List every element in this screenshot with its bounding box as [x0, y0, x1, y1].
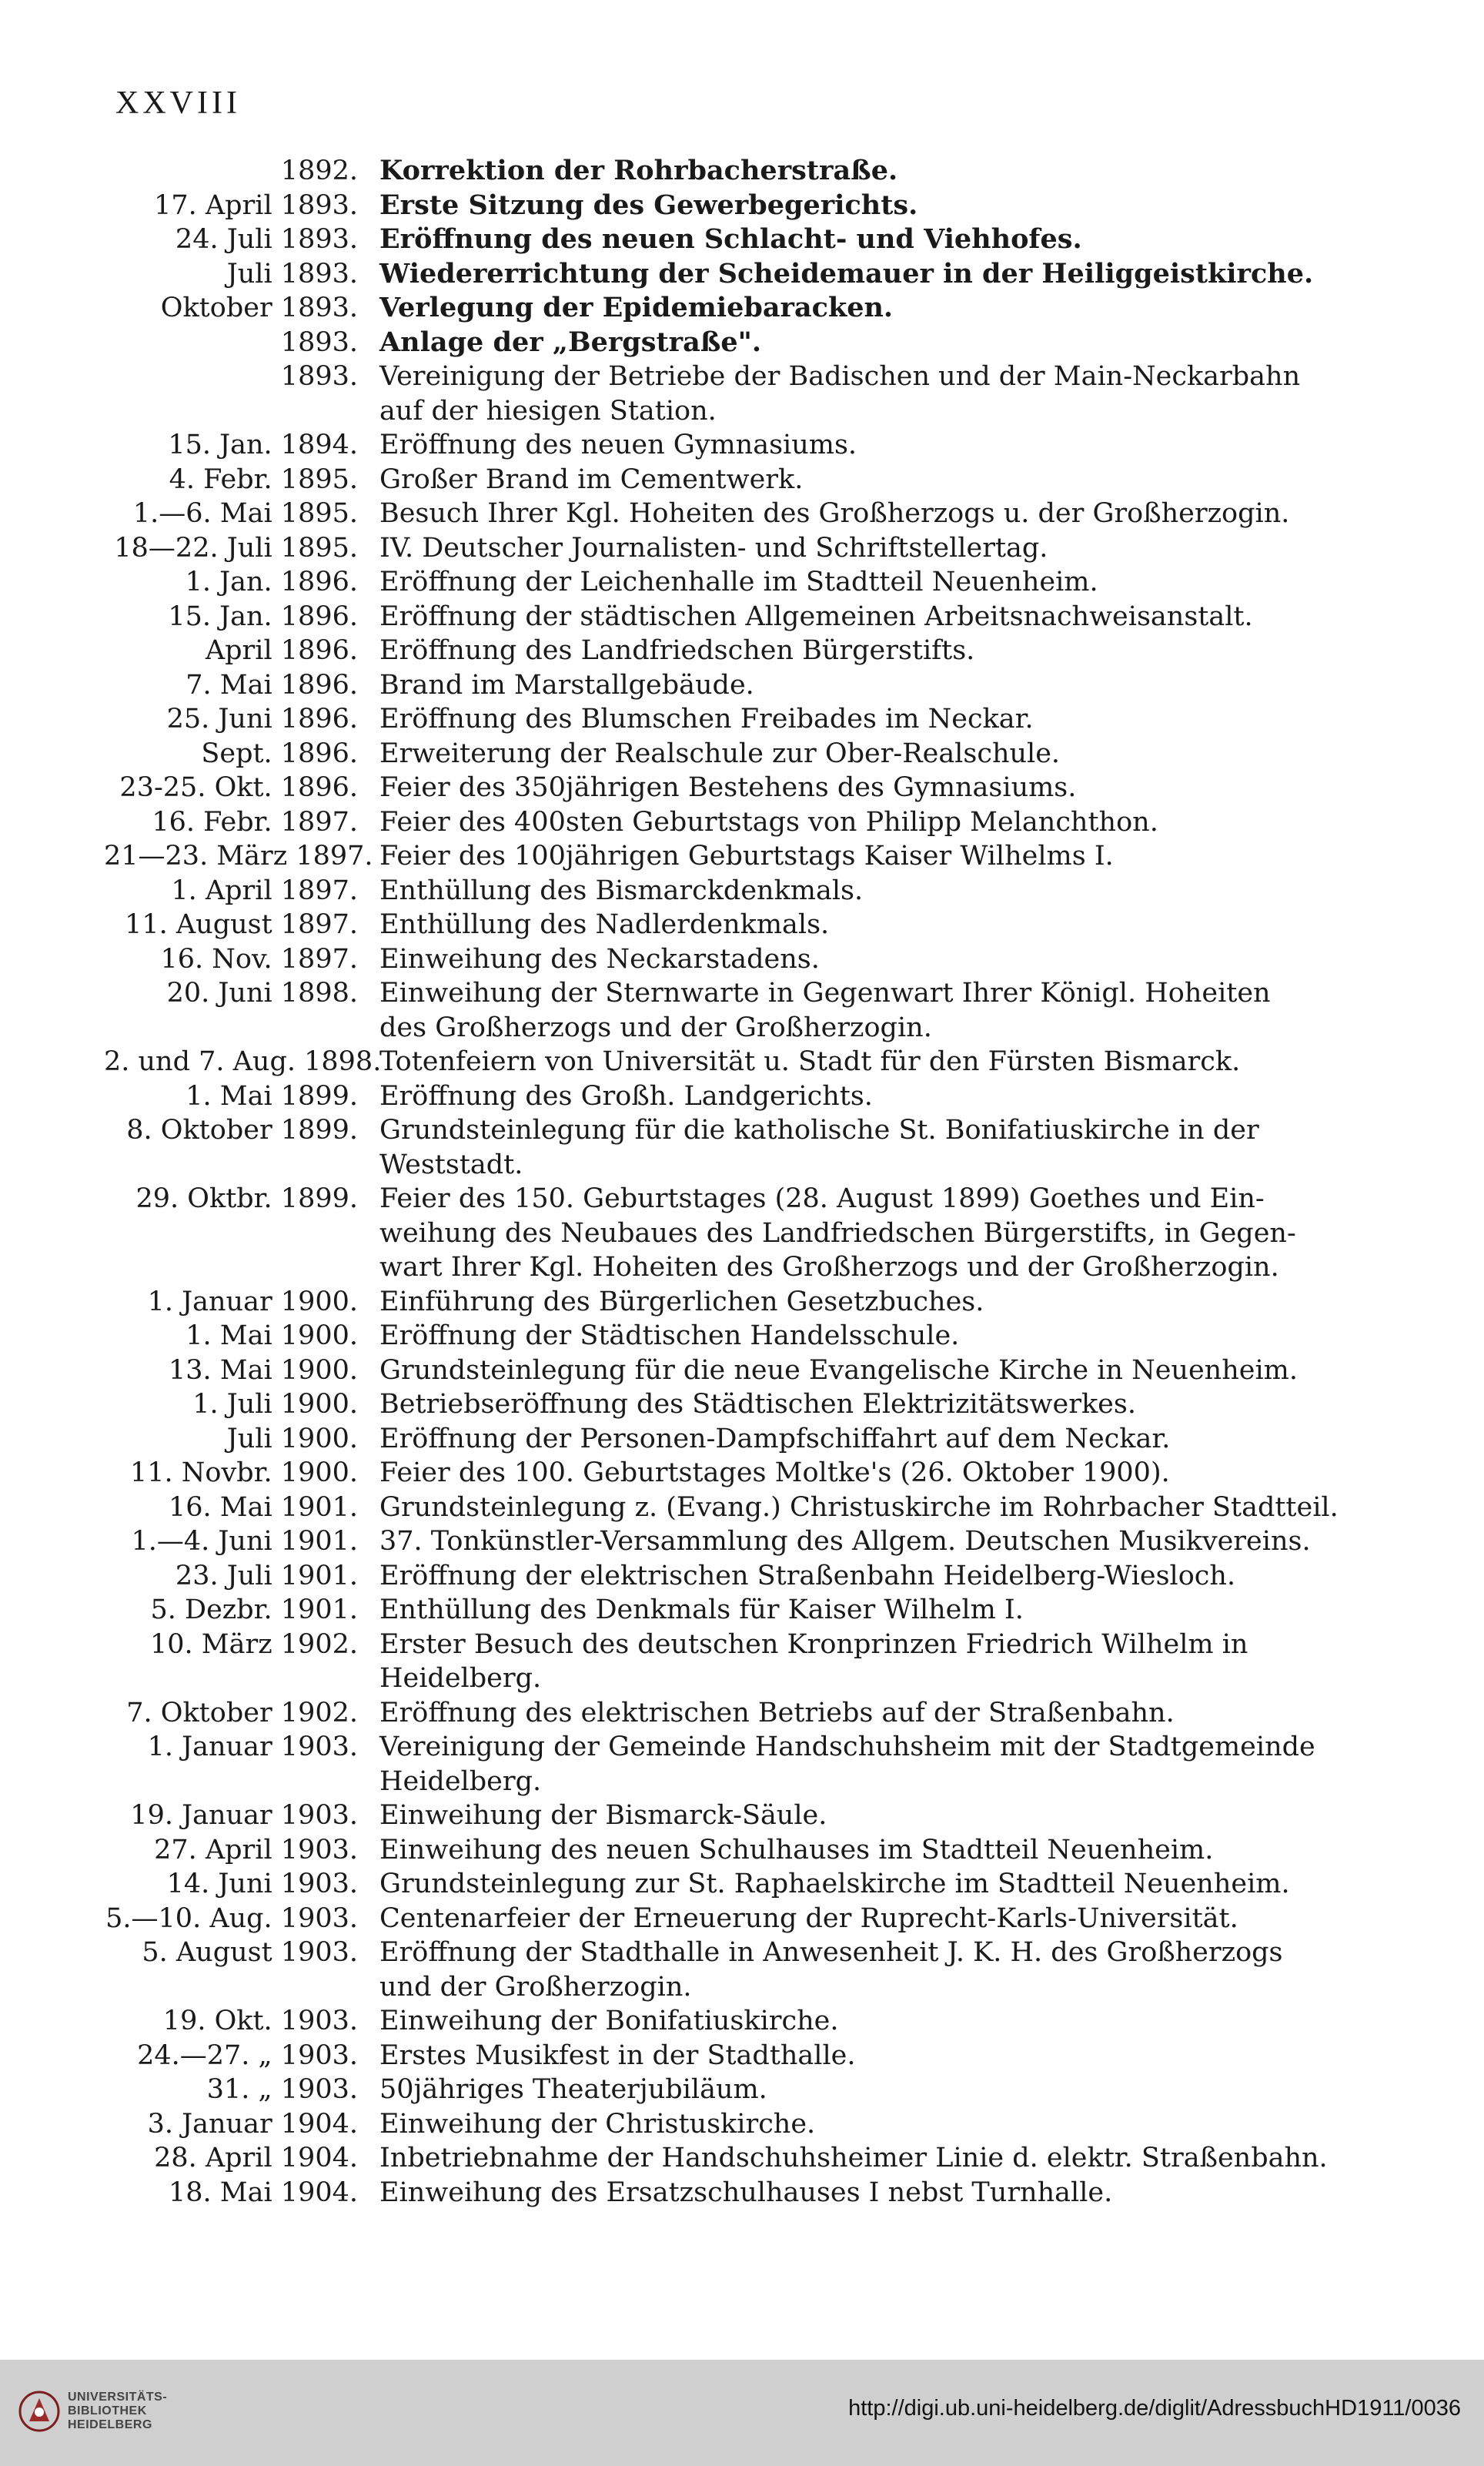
entry-date: April 1896. — [205, 635, 358, 666]
chronicle-entry — [104, 908, 1351, 942]
library-name — [68, 2391, 167, 2432]
entry-date: 21—23. März 1897. — [104, 841, 373, 872]
entry-text-line: Eröffnung der städtischen Allgemeinen Arbeitsnachweisanstalt. — [379, 601, 1253, 632]
entry-text — [379, 1798, 1351, 1833]
chronicle-entry — [104, 1113, 1351, 1182]
entry-date: 18. Mai 1904. — [168, 2177, 358, 2208]
entry-text — [379, 360, 1351, 428]
chronicle-entry — [104, 189, 1351, 223]
chronicle-entry — [104, 668, 1351, 703]
chronicle-entry — [104, 1353, 1351, 1388]
entry-text — [379, 428, 1351, 463]
entry-date: 1. April 1897. — [171, 875, 358, 906]
chronicle-entry — [104, 1593, 1351, 1628]
chronicle-entry — [104, 702, 1351, 737]
chronicle-entry — [104, 257, 1351, 292]
chronicle-entry — [104, 839, 1351, 874]
entry-text-line: Enthüllung des Denkmals für Kaiser Wilhelm I. — [379, 1594, 1024, 1625]
chronicle-entry — [104, 1491, 1351, 1525]
entry-text-line: Grundsteinlegung für die neue Evangelische Kirche in Neuenheim. — [379, 1354, 1298, 1386]
entry-date: 25. Juni 1896. — [166, 704, 358, 734]
entry-text-line: Grundsteinlegung zur St. Raphaelskirche im Stadtteil Neuenheim. — [379, 1869, 1290, 1899]
entry-text-line: Einführung des Bürgerlichen Gesetzbuches. — [379, 1286, 984, 1317]
entry-text-line: 37. Tonkünstler-Versammlung des Allgem. Deutschen Musikvereins. — [379, 1526, 1311, 1557]
entry-text — [379, 2107, 1351, 2142]
entry-text-line: Heidelberg. — [379, 1663, 542, 1694]
chronicle-entry — [104, 2004, 1351, 2039]
entry-text-line: Wiedererrichtung der Scheidemauer in der Heiliggeistkirche. — [379, 257, 1314, 289]
chronicle-entry — [104, 2107, 1351, 2142]
entry-text — [379, 2176, 1351, 2210]
entry-text-line: Weststadt. — [379, 1149, 523, 1180]
entry-text — [379, 1730, 1351, 1798]
entry-date: 1. Januar 1903. — [147, 1732, 358, 1762]
entry-text-line: Anlage der „Bergstraße". — [379, 326, 762, 358]
entry-text-line: Feier des 350jährigen Bestehens des Gymnasiums. — [379, 772, 1077, 803]
entry-date: 7. Oktober 1902. — [126, 1697, 358, 1728]
chronicle-entry — [104, 2176, 1351, 2210]
library-name-line: UNIVERSITÄTS- — [68, 2391, 168, 2404]
chronicle-entry — [104, 1524, 1351, 1559]
entry-text — [379, 737, 1351, 771]
entry-text-line: Enthüllung des Bismarckdenkmals. — [379, 875, 864, 906]
chronicle-entry — [104, 428, 1351, 463]
entry-date: 5. August 1903. — [142, 1937, 358, 1968]
entry-date: 1.—4. Juni 1901. — [131, 1526, 358, 1557]
entry-text — [379, 2141, 1351, 2176]
entry-text — [379, 771, 1351, 805]
chronicle-entry — [104, 1696, 1351, 1731]
entry-text-line: auf der hiesigen Station. — [379, 395, 717, 427]
chronicle-entry — [104, 154, 1351, 189]
entry-text — [379, 805, 1351, 840]
entry-date: 31. „ 1903. — [206, 2074, 358, 2105]
entry-text — [379, 1285, 1351, 1320]
entry-text — [379, 668, 1351, 703]
entry-date: Juli 1900. — [226, 1423, 358, 1454]
chronicle-entry — [104, 1902, 1351, 1936]
chronicle-entry — [104, 360, 1351, 428]
chronicle-entry — [104, 1833, 1351, 1868]
chronicle-entry — [104, 2073, 1351, 2107]
entry-text-line: Eröffnung der Leichenhalle im Stadtteil Neuenheim. — [379, 567, 1098, 597]
chronicle-entry — [104, 1559, 1351, 1594]
entry-date: 28. April 1904. — [154, 2143, 358, 2173]
entry-date: 1893. — [280, 326, 358, 358]
entry-text — [379, 1936, 1351, 2004]
entry-text — [379, 634, 1351, 668]
entry-date: 19. Okt. 1903. — [162, 2006, 358, 2036]
chronicle-entry — [104, 1182, 1351, 1285]
chronicle-entry — [104, 531, 1351, 566]
entry-text — [379, 1079, 1351, 1114]
entry-date: 1. Mai 1899. — [186, 1080, 358, 1112]
chronicle-entry — [104, 1867, 1351, 1902]
entry-text-line: Erste Sitzung des Gewerbegerichts. — [379, 189, 918, 221]
library-name-line: BIBLIOTHEK — [68, 2404, 147, 2417]
chronicle-entry — [104, 565, 1351, 600]
entry-date: 5. Dezbr. 1901. — [150, 1594, 358, 1625]
entry-text-line: Totenfeiern von Universität u. Stadt für den Fürsten Bismarck. — [379, 1046, 1241, 1077]
entry-text-line: weihung des Neubaues des Landfriedschen Bürgerstifts, in Gegen- — [379, 1217, 1296, 1249]
chronicle-entry — [104, 1936, 1351, 2004]
entry-text — [379, 1353, 1351, 1388]
entry-text-line: Einweihung der Sternwarte in Gegenwart Ihrer Königl. Hoheiten — [379, 978, 1271, 1009]
entry-date: Juli 1893. — [226, 258, 358, 289]
entry-text — [379, 839, 1351, 874]
entry-date: 20. Juni 1898. — [166, 978, 358, 1009]
chronicle-entry — [104, 737, 1351, 771]
entry-text-line: Eröffnung des Landfriedschen Bürgerstifts. — [379, 635, 975, 666]
entry-date: Oktober 1893. — [160, 293, 358, 323]
chronicle-list — [104, 154, 1351, 2210]
entry-text — [379, 1182, 1351, 1285]
entry-text-line: Eröffnung der elektrischen Straßenbahn Heidelberg-Wiesloch. — [379, 1560, 1236, 1591]
entry-text-line: 50jähriges Theaterjubiläum. — [379, 2074, 767, 2105]
entry-text — [379, 189, 1351, 223]
entry-text-line: IV. Deutscher Journalisten- und Schriftstellertag. — [379, 532, 1048, 564]
chronicle-entry — [104, 326, 1351, 360]
entry-date: 15. Jan. 1894. — [168, 430, 358, 460]
chronicle-entry — [104, 1079, 1351, 1114]
chronicle-entry — [104, 1798, 1351, 1833]
entry-date: 29. Oktbr. 1899. — [135, 1183, 358, 1214]
footer-bar — [0, 2360, 1484, 2466]
entry-text — [379, 702, 1351, 737]
entry-text-line: Einweihung der Bismarck-Säule. — [379, 1800, 827, 1831]
entry-text — [379, 1387, 1351, 1422]
chronicle-entry — [104, 942, 1351, 977]
entry-text-line: Besuch Ihrer Kgl. Hoheiten des Großherzogs u. der Großherzogin. — [379, 498, 1290, 529]
entry-text — [379, 1422, 1351, 1457]
entry-text-line: Eröffnung der Stadthalle in Anwesenheit J. K. H. des Großherzogs — [379, 1937, 1283, 1968]
entry-text — [379, 1867, 1351, 1902]
entry-text — [379, 497, 1351, 531]
chronicle-entry — [104, 2039, 1351, 2073]
entry-text-line: Heidelberg. — [379, 1765, 542, 1797]
entry-text-line: des Großherzogs und der Großherzogin. — [379, 1012, 932, 1043]
entry-date: 1. Jan. 1896. — [185, 567, 358, 597]
entry-text — [379, 1833, 1351, 1868]
entry-text — [379, 531, 1351, 566]
entry-text — [379, 1524, 1351, 1559]
chronicle-entry — [104, 1285, 1351, 1320]
chronicle-entry — [104, 976, 1351, 1045]
entry-text — [379, 326, 1351, 360]
entry-date: 3. Januar 1904. — [147, 2108, 358, 2140]
entry-date: 27. April 1903. — [154, 1834, 358, 1865]
entry-text-line: Feier des 150. Geburtstages (28. August 1899) Goethes und Ein- — [379, 1183, 1265, 1214]
entry-text — [379, 874, 1351, 908]
entry-date: 23. Juli 1901. — [175, 1560, 358, 1591]
entry-text-line: Vereinigung der Betriebe der Badischen und der Main-Neckarbahn — [379, 361, 1301, 392]
entry-text — [379, 1628, 1351, 1696]
chronicle-entry — [104, 1628, 1351, 1696]
entry-text-line: Einweihung der Bonifatiuskirche. — [379, 2006, 839, 2036]
entry-text-line: Verlegung der Epidemiebaracken. — [379, 292, 894, 323]
entry-text — [379, 942, 1351, 977]
entry-date: 17. April 1893. — [154, 189, 358, 221]
entry-text-line: Korrektion der Rohrbacherstraße. — [379, 155, 898, 186]
chronicle-entry — [104, 2141, 1351, 2176]
entry-text — [379, 257, 1351, 292]
entry-text-line: wart Ihrer Kgl. Hoheiten des Großherzogs und der Großherzogin. — [379, 1252, 1279, 1283]
entry-date: 5.—10. Aug. 1903. — [105, 1902, 358, 1934]
entry-text — [379, 1113, 1351, 1182]
entry-text-line: und der Großherzogin. — [379, 1971, 692, 2003]
entry-text-line: Betriebseröffnung des Städtischen Elektrizitätswerkes. — [379, 1389, 1136, 1420]
entry-text-line: Feier des 400sten Geburtstags von Philipp Melanchthon. — [379, 806, 1158, 838]
entry-text-line: Centenarfeier der Erneuerung der Ruprecht-Karls-Universität. — [379, 1902, 1238, 1934]
entry-text — [379, 2004, 1351, 2039]
chronicle-entry — [104, 771, 1351, 805]
entry-text — [379, 600, 1351, 634]
entry-text-line: Großer Brand im Cementwerk. — [379, 463, 804, 495]
entry-text-line: Erstes Musikfest in der Stadthalle. — [379, 2039, 856, 2071]
source-url-link[interactable]: http://digi.ub.uni-heidelberg.de/diglit/AdressbuchHD1911/0036 — [848, 2396, 1461, 2421]
chronicle-entry — [104, 1045, 1351, 1079]
entry-text-line: Eröffnung der Städtischen Handelsschule. — [379, 1320, 960, 1351]
entry-text-line: Einweihung des neuen Schulhauses im Stadtteil Neuenheim. — [379, 1834, 1214, 1865]
entry-text — [379, 2073, 1351, 2107]
entry-date: Sept. 1896. — [201, 738, 358, 769]
entry-text-line: Feier des 100jährigen Geburtstags Kaiser Wilhelms I. — [379, 841, 1114, 872]
entry-text — [379, 565, 1351, 600]
entry-date: 11. Novbr. 1900. — [130, 1457, 358, 1488]
entry-text-line: Inbetriebnahme der Handschuhsheimer Linie d. elektr. Straßenbahn. — [379, 2143, 1328, 2173]
entry-text — [379, 976, 1351, 1045]
chronicle-entry — [104, 805, 1351, 840]
entry-date: 13. Mai 1900. — [168, 1354, 358, 1386]
entry-text-line: Feier des 100. Geburtstages Moltke's (26. Oktober 1900). — [379, 1457, 1170, 1488]
entry-text-line: Einweihung des Neckarstadens. — [379, 943, 820, 975]
entry-date: 8. Oktober 1899. — [126, 1115, 358, 1146]
entry-text-line: Erster Besuch des deutschen Kronprinzen Friedrich Wilhelm in — [379, 1628, 1248, 1660]
chronicle-entry — [104, 1730, 1351, 1798]
entry-text-line: Eröffnung der Personen-Dampfschiffahrt auf dem Neckar. — [379, 1423, 1171, 1454]
entry-date: 1.—6. Mai 1895. — [132, 498, 358, 529]
entry-text — [379, 1491, 1351, 1525]
entry-text — [379, 1696, 1351, 1731]
entry-text — [379, 1045, 1351, 1079]
entry-date: 11. August 1897. — [125, 909, 358, 940]
entry-text — [379, 1902, 1351, 1936]
entry-date: 16. Nov. 1897. — [160, 943, 358, 975]
entry-text — [379, 1319, 1351, 1353]
chronicle-entry — [104, 634, 1351, 668]
library-name-line: HEIDELBERG — [68, 2418, 152, 2431]
entry-date: 24.—27. „ 1903. — [137, 2039, 358, 2071]
entry-text-line: Grundsteinlegung z. (Evang.) Christuskirche im Rohrbacher Stadtteil. — [379, 1491, 1339, 1523]
page-number: XXVIII — [115, 85, 241, 121]
entry-text-line: Einweihung der Christuskirche. — [379, 2108, 816, 2140]
chronicle-entry — [104, 291, 1351, 326]
entry-date: 4. Febr. 1895. — [169, 463, 358, 495]
chronicle-entry — [104, 1422, 1351, 1457]
entry-text-line: Eröffnung des Blumschen Freibades im Neckar. — [379, 704, 1034, 734]
entry-text-line: Enthüllung des Nadlerdenkmals. — [379, 909, 830, 940]
entry-date: 7. Mai 1896. — [186, 669, 358, 701]
entry-text — [379, 1456, 1351, 1491]
chronicle-entry — [104, 874, 1351, 908]
chronicle-entry — [104, 600, 1351, 634]
chronicle-entry — [104, 1456, 1351, 1491]
chronicle-entry — [104, 1319, 1351, 1353]
entry-text-line: Eröffnung des Großh. Landgerichts. — [379, 1080, 873, 1112]
entry-date: 18—22. Juli 1895. — [114, 532, 358, 564]
entry-date: 1. Januar 1900. — [147, 1286, 358, 1317]
chronicle-entry — [104, 223, 1351, 257]
entry-date: 24. Juli 1893. — [175, 224, 358, 255]
chronicle-entry — [104, 463, 1351, 497]
entry-text — [379, 2039, 1351, 2073]
entry-text — [379, 1559, 1351, 1594]
entry-date: 1. Juli 1900. — [192, 1389, 358, 1420]
entry-text-line: Grundsteinlegung für die katholische St. Bonifatiuskirche in der — [379, 1115, 1259, 1146]
library-logo-icon — [18, 2389, 60, 2434]
entry-date: 1892. — [280, 156, 358, 186]
entry-date: 10. März 1902. — [150, 1628, 358, 1660]
entry-date: 14. Juni 1903. — [166, 1869, 358, 1899]
entry-date: 19. Januar 1903. — [130, 1800, 358, 1831]
entry-text — [379, 291, 1351, 326]
entry-text-line: Einweihung des Ersatzschulhauses I nebst Turnhalle. — [379, 2177, 1113, 2208]
entry-date: 2. und 7. Aug. 1898. — [104, 1046, 382, 1077]
entry-text-line: Eröffnung des neuen Gymnasiums. — [379, 430, 857, 460]
entry-text — [379, 463, 1351, 497]
entry-text — [379, 908, 1351, 942]
entry-date: 23-25. Okt. 1896. — [119, 772, 358, 803]
entry-text — [379, 154, 1351, 189]
entry-text-line: Eröffnung des elektrischen Betriebs auf der Straßenbahn. — [379, 1697, 1175, 1728]
entry-date: 15. Jan. 1896. — [168, 601, 358, 632]
entry-date: 1893. — [280, 361, 358, 392]
chronicle-entry — [104, 497, 1351, 531]
entry-date: 16. Mai 1901. — [168, 1491, 358, 1523]
entry-text-line: Erweiterung der Realschule zur Ober-Realschule. — [379, 738, 1061, 769]
entry-text — [379, 223, 1351, 257]
entry-text-line: Vereinigung der Gemeinde Handschuhsheim mit der Stadtgemeinde — [379, 1732, 1315, 1762]
entry-text — [379, 1593, 1351, 1628]
entry-text-line: Eröffnung des neuen Schlacht- und Viehhofes. — [379, 223, 1082, 255]
entry-text-line: Brand im Marstallgebäude. — [379, 669, 754, 701]
entry-date: 1. Mai 1900. — [186, 1320, 358, 1351]
chronicle-entry — [104, 1387, 1351, 1422]
entry-date: 16. Febr. 1897. — [152, 806, 358, 838]
